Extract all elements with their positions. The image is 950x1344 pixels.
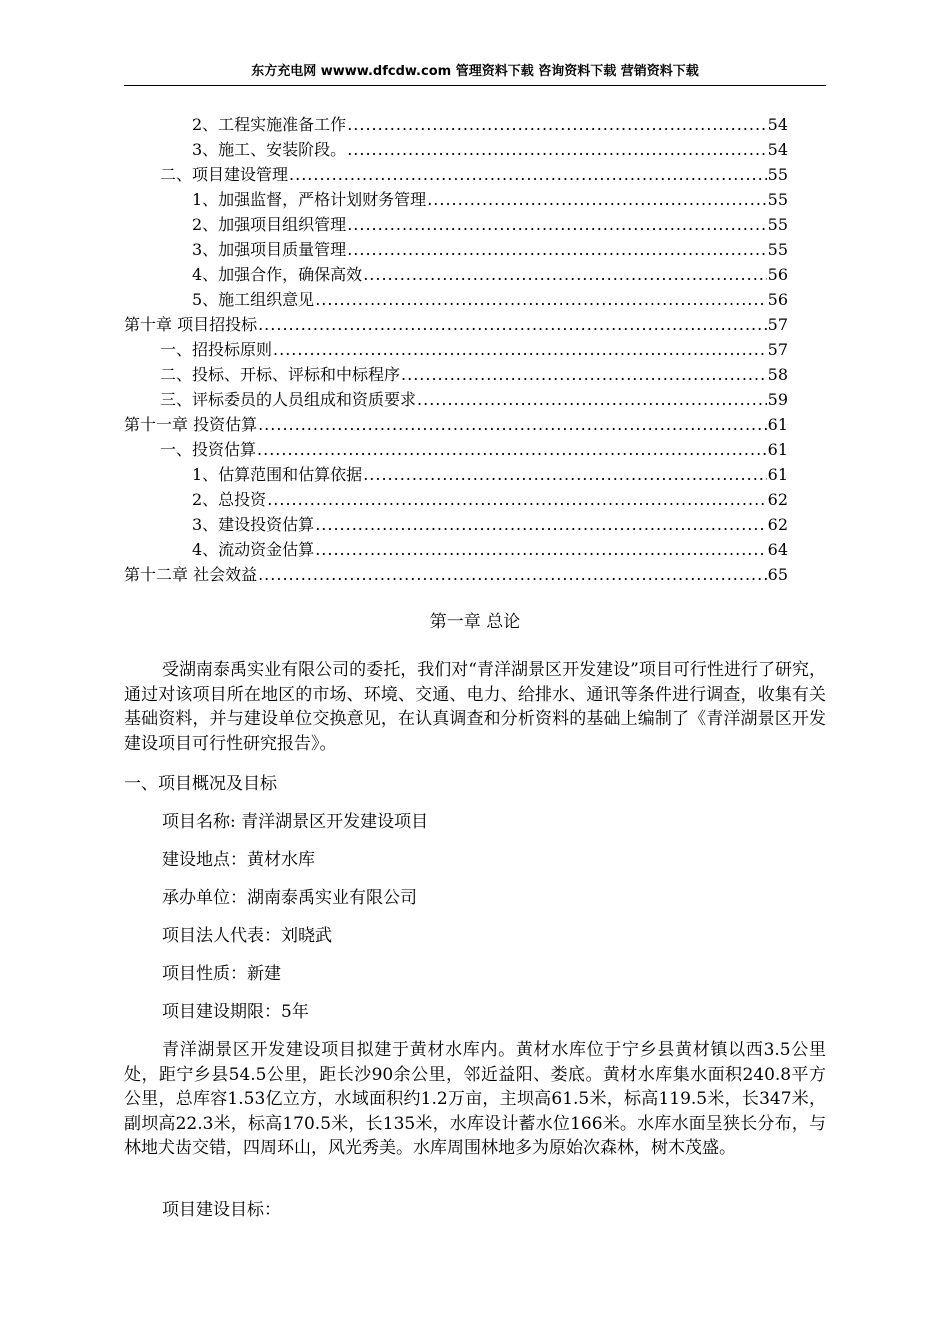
- toc-entry-title: 一、投资估算: [160, 440, 257, 459]
- toc-entry-title: 1、加强监督，严格计划财务管理: [192, 190, 427, 209]
- toc-entry-page: 64: [767, 540, 788, 559]
- toc-dot-leader: [258, 562, 767, 587]
- field-project-name: 项目名称: 青洋湖景区开发建设项目: [162, 812, 429, 832]
- toc-entry-page: 55: [767, 165, 788, 184]
- toc-dot-leader: [315, 287, 766, 312]
- toc-entry-page: 57: [767, 315, 788, 334]
- toc-entry-page: 55: [767, 215, 788, 234]
- toc-entry[interactable]: [124, 162, 788, 187]
- toc-entry[interactable]: [124, 537, 788, 562]
- toc-entry-title: 一、招投标原则: [160, 340, 273, 359]
- intro-paragraph: 受湖南泰禹实业有限公司的委托，我们对“青洋湖景区开发建设”项目可行性进行了研究，通过对该项目所在地区的市场、环境、交通、电力、给排水、通讯等条件进行调查，收集有关基础资料，并与建设单位交换意见，在认真调查和分析资料的基础上编制了《青洋湖景区开发建设项目可行性研究报告》。: [124, 660, 826, 754]
- section-heading: 一、项目概况及目标: [124, 774, 277, 794]
- toc-dot-leader: [347, 212, 766, 237]
- field-period: 项目建设期限：5年: [162, 1002, 309, 1022]
- field-legal-rep: 项目法人代表：刘晓武: [162, 926, 332, 946]
- toc-entry[interactable]: [124, 137, 788, 162]
- toc-dot-leader: [273, 337, 767, 362]
- toc-entry-page: 62: [767, 490, 788, 509]
- toc-entry-page: 61: [767, 415, 788, 434]
- toc-entry[interactable]: [124, 562, 788, 587]
- toc-entry-title: 2、加强项目组织管理: [192, 215, 347, 234]
- toc-entry-page: 61: [767, 440, 788, 459]
- toc-entry[interactable]: [124, 462, 788, 487]
- toc-entry-page: 58: [767, 365, 788, 384]
- toc-entry-title: 二、项目建设管理: [160, 165, 289, 184]
- toc-entry[interactable]: [124, 237, 788, 262]
- toc-entry-page: 55: [767, 240, 788, 259]
- toc-dot-leader: [315, 512, 766, 537]
- table-of-contents: [124, 112, 788, 587]
- toc-entry-page: 61: [767, 465, 788, 484]
- field-organizer: 承办单位：湖南泰禹实业有限公司: [162, 888, 417, 908]
- toc-dot-leader: [257, 437, 767, 462]
- toc-entry[interactable]: [124, 287, 788, 312]
- toc-entry-title: 三、评标委员的人员组成和资质要求: [160, 390, 417, 409]
- toc-entry-title: 3、施工、安装阶段。: [192, 140, 347, 159]
- goal-label: 项目建设目标：: [162, 1200, 281, 1220]
- toc-dot-leader: [347, 237, 766, 262]
- toc-entry-title: 4、加强合作，确保高效: [192, 265, 363, 284]
- chapter-title: 第一章 总论: [429, 612, 521, 632]
- toc-entry-page: 59: [767, 390, 788, 409]
- toc-entry-title: 3、建设投资估算: [192, 515, 315, 534]
- toc-entry-title: 第十二章 社会效益: [124, 565, 258, 584]
- toc-dot-leader: [363, 462, 766, 487]
- toc-entry-title: 2、总投资: [192, 490, 267, 509]
- toc-dot-leader: [417, 387, 767, 412]
- toc-entry-title: 1、估算范围和估算依据: [192, 465, 363, 484]
- toc-entry-title: 第十章 项目招投标: [124, 315, 258, 334]
- toc-entry-page: 57: [767, 340, 788, 359]
- toc-entry-page: 56: [767, 265, 788, 284]
- page-header: 东方充电网 wwww.dfcdw.com 管理资料下载 咨询资料下载 营销资料下载: [251, 64, 699, 79]
- toc-entry-title: 3、加强项目质量管理: [192, 240, 347, 259]
- toc-entry[interactable]: [124, 337, 788, 362]
- toc-dot-leader: [258, 412, 767, 437]
- toc-entry[interactable]: [124, 112, 788, 137]
- toc-entry-title: 二、投标、开标、评标和中标程序: [160, 365, 401, 384]
- description-paragraph: 青洋湖景区开发建设项目拟建于黄材水库内。黄材水库位于宁乡县黄材镇以西3.5公里处，距宁乡县54.5公里，距长沙90余公里，邻近益阳、娄底。黄材水库集水面积240.8平方公里，总库容1.53亿立方，水域面积约1.2万亩，主坝高61.5米，标高119.5米，长347米，副坝高22.3米，标高170.5米，长135米，水库设计蓄水位166米。水库水面呈狭长分布，与林地犬齿交错，四周环山，风光秀美。水库周围林地多为原始次森林，树木茂盛。: [124, 1040, 826, 1158]
- toc-entry[interactable]: [124, 412, 788, 437]
- toc-entry[interactable]: [124, 512, 788, 537]
- toc-entry-page: 65: [767, 565, 788, 584]
- toc-dot-leader: [347, 112, 766, 137]
- toc-entry[interactable]: [124, 187, 788, 212]
- toc-entry-page: 55: [767, 190, 788, 209]
- toc-dot-leader: [289, 162, 767, 187]
- toc-dot-leader: [315, 537, 766, 562]
- toc-entry-title: 第十一章 投资估算: [124, 415, 258, 434]
- toc-entry-page: 54: [767, 140, 788, 159]
- toc-entry-page: 54: [767, 115, 788, 134]
- toc-entry-page: 56: [767, 290, 788, 309]
- toc-entry[interactable]: [124, 362, 788, 387]
- toc-entry[interactable]: [124, 212, 788, 237]
- header-divider: [124, 85, 826, 86]
- toc-entry[interactable]: [124, 387, 788, 412]
- toc-dot-leader: [427, 187, 766, 212]
- toc-entry-title: 5、施工组织意见: [192, 290, 315, 309]
- toc-dot-leader: [258, 312, 767, 337]
- toc-dot-leader: [267, 487, 766, 512]
- toc-entry[interactable]: [124, 312, 788, 337]
- toc-entry-page: 62: [767, 515, 788, 534]
- toc-dot-leader: [363, 262, 766, 287]
- toc-entry[interactable]: [124, 437, 788, 462]
- field-nature: 项目性质：新建: [162, 964, 281, 984]
- toc-dot-leader: [401, 362, 767, 387]
- toc-dot-leader: [347, 137, 766, 162]
- toc-entry-title: 2、工程实施准备工作: [192, 115, 347, 134]
- toc-entry-title: 4、流动资金估算: [192, 540, 315, 559]
- toc-entry[interactable]: [124, 262, 788, 287]
- toc-entry[interactable]: [124, 487, 788, 512]
- field-location: 建设地点：黄材水库: [162, 850, 315, 870]
